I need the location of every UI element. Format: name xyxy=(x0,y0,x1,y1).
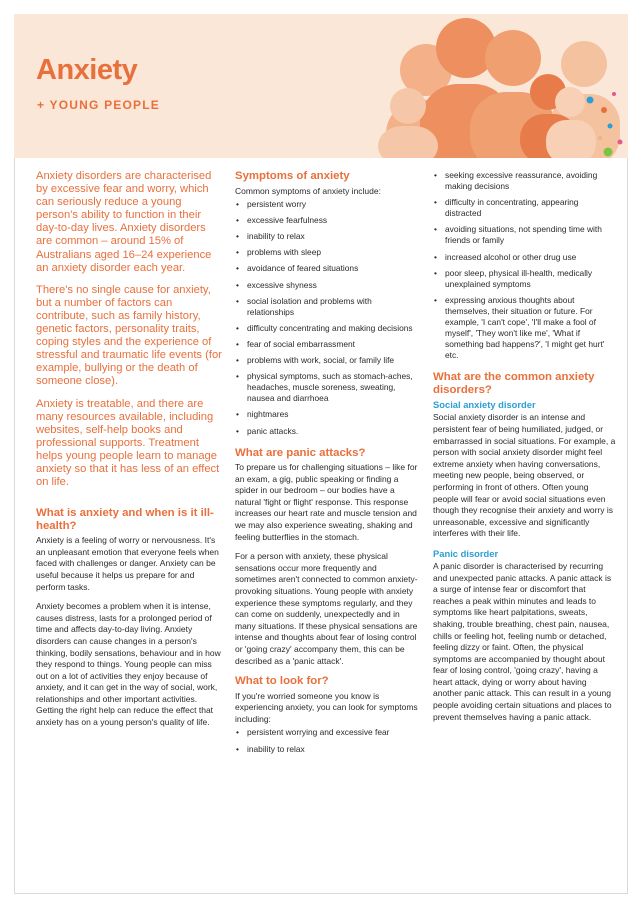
look-for-list-continued xyxy=(433,170,616,361)
list-item: • difficulty in concentrating, appearing distracted xyxy=(433,197,616,219)
list-item: • avoiding situations, not spending time with friends or family xyxy=(433,224,616,246)
list-item: • problems with work, social, or family life xyxy=(235,355,420,366)
list-item: • persistent worrying and excessive fear xyxy=(235,727,420,738)
list-item: • difficulty concentrating and making decisions xyxy=(235,323,420,334)
paragraph-anxiety-problem: Anxiety becomes a problem when it is intense, causes distress, lasts for a prolonged period of time and affects day-to-day living. Anxiety disorders can cause changes in a person's thinking, bodily sensations, behaviour and in how they respond to things. Young people can miss out on a lot of activities they enjoy because of anxiety, and it can get in the way of social, work, relationships and other important activities. Getting the right help can reduce the effect that anxiety has on a young person's quality of life. xyxy=(36,601,221,728)
look-for-list xyxy=(235,727,420,754)
look-for-lead: If you're worried someone you know is experiencing anxiety, you can look for symptoms including: xyxy=(235,690,418,724)
intro-paragraph-3: Anxiety is treatable, and there are many resources available, including websites, self-help books and professional supports. Treatment helps young people learn to manage anxiety so that it has less of an effect on life. xyxy=(36,397,220,489)
heading-panic-attacks: What are panic attacks? xyxy=(235,446,366,459)
header-banner xyxy=(14,14,628,158)
paragraph-panic-prep: To prepare us for challenging situations – like for an exam, a gig, public speaking or finding a spider in our bedroom – our bodies have a natural 'fight or flight' response. This response increases our heart rate and muscle tension and we may also experience sweating, shaking and feeling butterflies in the stomach. xyxy=(235,462,418,542)
heading-common-disorders: What are the common anxiety disorders? xyxy=(433,371,595,396)
heading-what-is-anxiety: What is anxiety and when is it ill-health? xyxy=(36,507,214,532)
intro-paragraph-1: Anxiety disorders are characterised by excessive fear and worry, which can seriously reduce a young person's ability to function in their day-to-day lives. Anxiety disorders are common – around 15% of Australians aged 16–24 experience an anxiety disorder each year. xyxy=(36,170,212,274)
list-item: • fear of social embarrassment xyxy=(235,339,420,350)
list-item: • problems with sleep xyxy=(235,247,420,258)
symptoms-list xyxy=(235,199,420,437)
list-item: • expressing anxious thoughts about themselves, their situation or future. For example, 'I can't cope', 'I'll make a fool of myself', 'They won't like me', 'What if something bad happens?', 'I might get hurt' etc. xyxy=(433,295,616,362)
heading-symptoms: Symptoms of anxiety xyxy=(235,170,350,182)
page-title: Anxiety xyxy=(36,54,138,86)
list-item: • inability to relax xyxy=(235,744,420,755)
paragraph-panic-disorder: A panic disorder is characterised by recurring and unexpected panic attacks. A panic attack is a surge of intense fear or discomfort that reaches a peak within minutes and leads to symptoms like heart palpitations, sweats, shaking, trouble breathing, chest pain, nausea, chills or feeling hot, feeling numb or detached, feeling dizzy or faint. Often, the physical symptoms are accompanied by thought about fear of losing control, 'going crazy', having a heart attack, dying or worry about having another panic attack. This can result in a young people avoiding certain situations and places to prevent themselves having a panic attack. xyxy=(433,560,612,722)
people-illustration xyxy=(308,14,628,158)
paragraph-panic-person: For a person with anxiety, these physical sensations occur more frequently and sometimes aren't connected to common anxiety-provoking situations. Young people with anxiety experience these symptoms regularly, and they can come on suddenly, unexpectedly and in many situations. If these physical sensations are intense and thoughts about fear of losing control or 'going crazy' accompany them, this can be described as a 'panic attack'. xyxy=(235,551,418,666)
page-subtitle: + YOUNG PEOPLE xyxy=(37,98,160,112)
subheading-social-anxiety: Social anxiety disorder xyxy=(433,399,536,411)
list-item: • physical symptoms, such as stomach-aches, headaches, muscle soreness, sweating, nausea and diarrhoea xyxy=(235,371,420,404)
list-item: • seeking excessive reassurance, avoiding making decisions xyxy=(433,170,616,192)
paragraph-anxiety-definition: Anxiety is a feeling of worry or nervousness. It's an unpleasant emotion that everyone feels when faced with challenges or danger. Anxiety can be useful because it helps us prepare for and perform tasks. xyxy=(36,535,219,592)
list-item: • increased alcohol or other drug use xyxy=(433,252,616,263)
list-item: • excessive fearfulness xyxy=(235,215,420,226)
list-item: • inability to relax xyxy=(235,231,420,242)
intro-paragraph-2: There's no single cause for anxiety, but a number of factors can contribute, such as family history, genetic factors, personality traits, coping styles and the experience of stressful and traumatic life events (for example, bullying or the death of someone close). xyxy=(36,283,222,388)
column-1 xyxy=(36,170,224,737)
subheading-panic-disorder: Panic disorder xyxy=(433,547,499,559)
list-item: • avoidance of feared situations xyxy=(235,263,420,274)
list-item: • persistent worry xyxy=(235,199,420,210)
heading-what-to-look-for: What to look for? xyxy=(235,675,329,688)
list-item: • poor sleep, physical ill-health, medically unexplained symptoms xyxy=(433,268,616,290)
list-item: • social isolation and problems with relationships xyxy=(235,296,420,318)
list-item: • excessive shyness xyxy=(235,280,420,291)
list-item: • panic attacks. xyxy=(235,426,420,437)
column-3 xyxy=(433,170,616,731)
column-2 xyxy=(235,170,420,763)
paragraph-social-anxiety: Social anxiety disorder is an intense and persistent fear of being humiliated, judged, or embarrassed in social situations. For example, a person with social anxiety disorder might feel extreme anxiety when having conversations, meeting new people, being observed, or performing in front of others. Often young people will fear or avoid social situations even though they recognise their anxiety and worry is unreasonable, excessive and significantly interferes with their life. xyxy=(433,412,616,539)
symptoms-lead: Common symptoms of anxiety include: xyxy=(235,185,381,196)
list-item: • nightmares xyxy=(235,409,420,420)
